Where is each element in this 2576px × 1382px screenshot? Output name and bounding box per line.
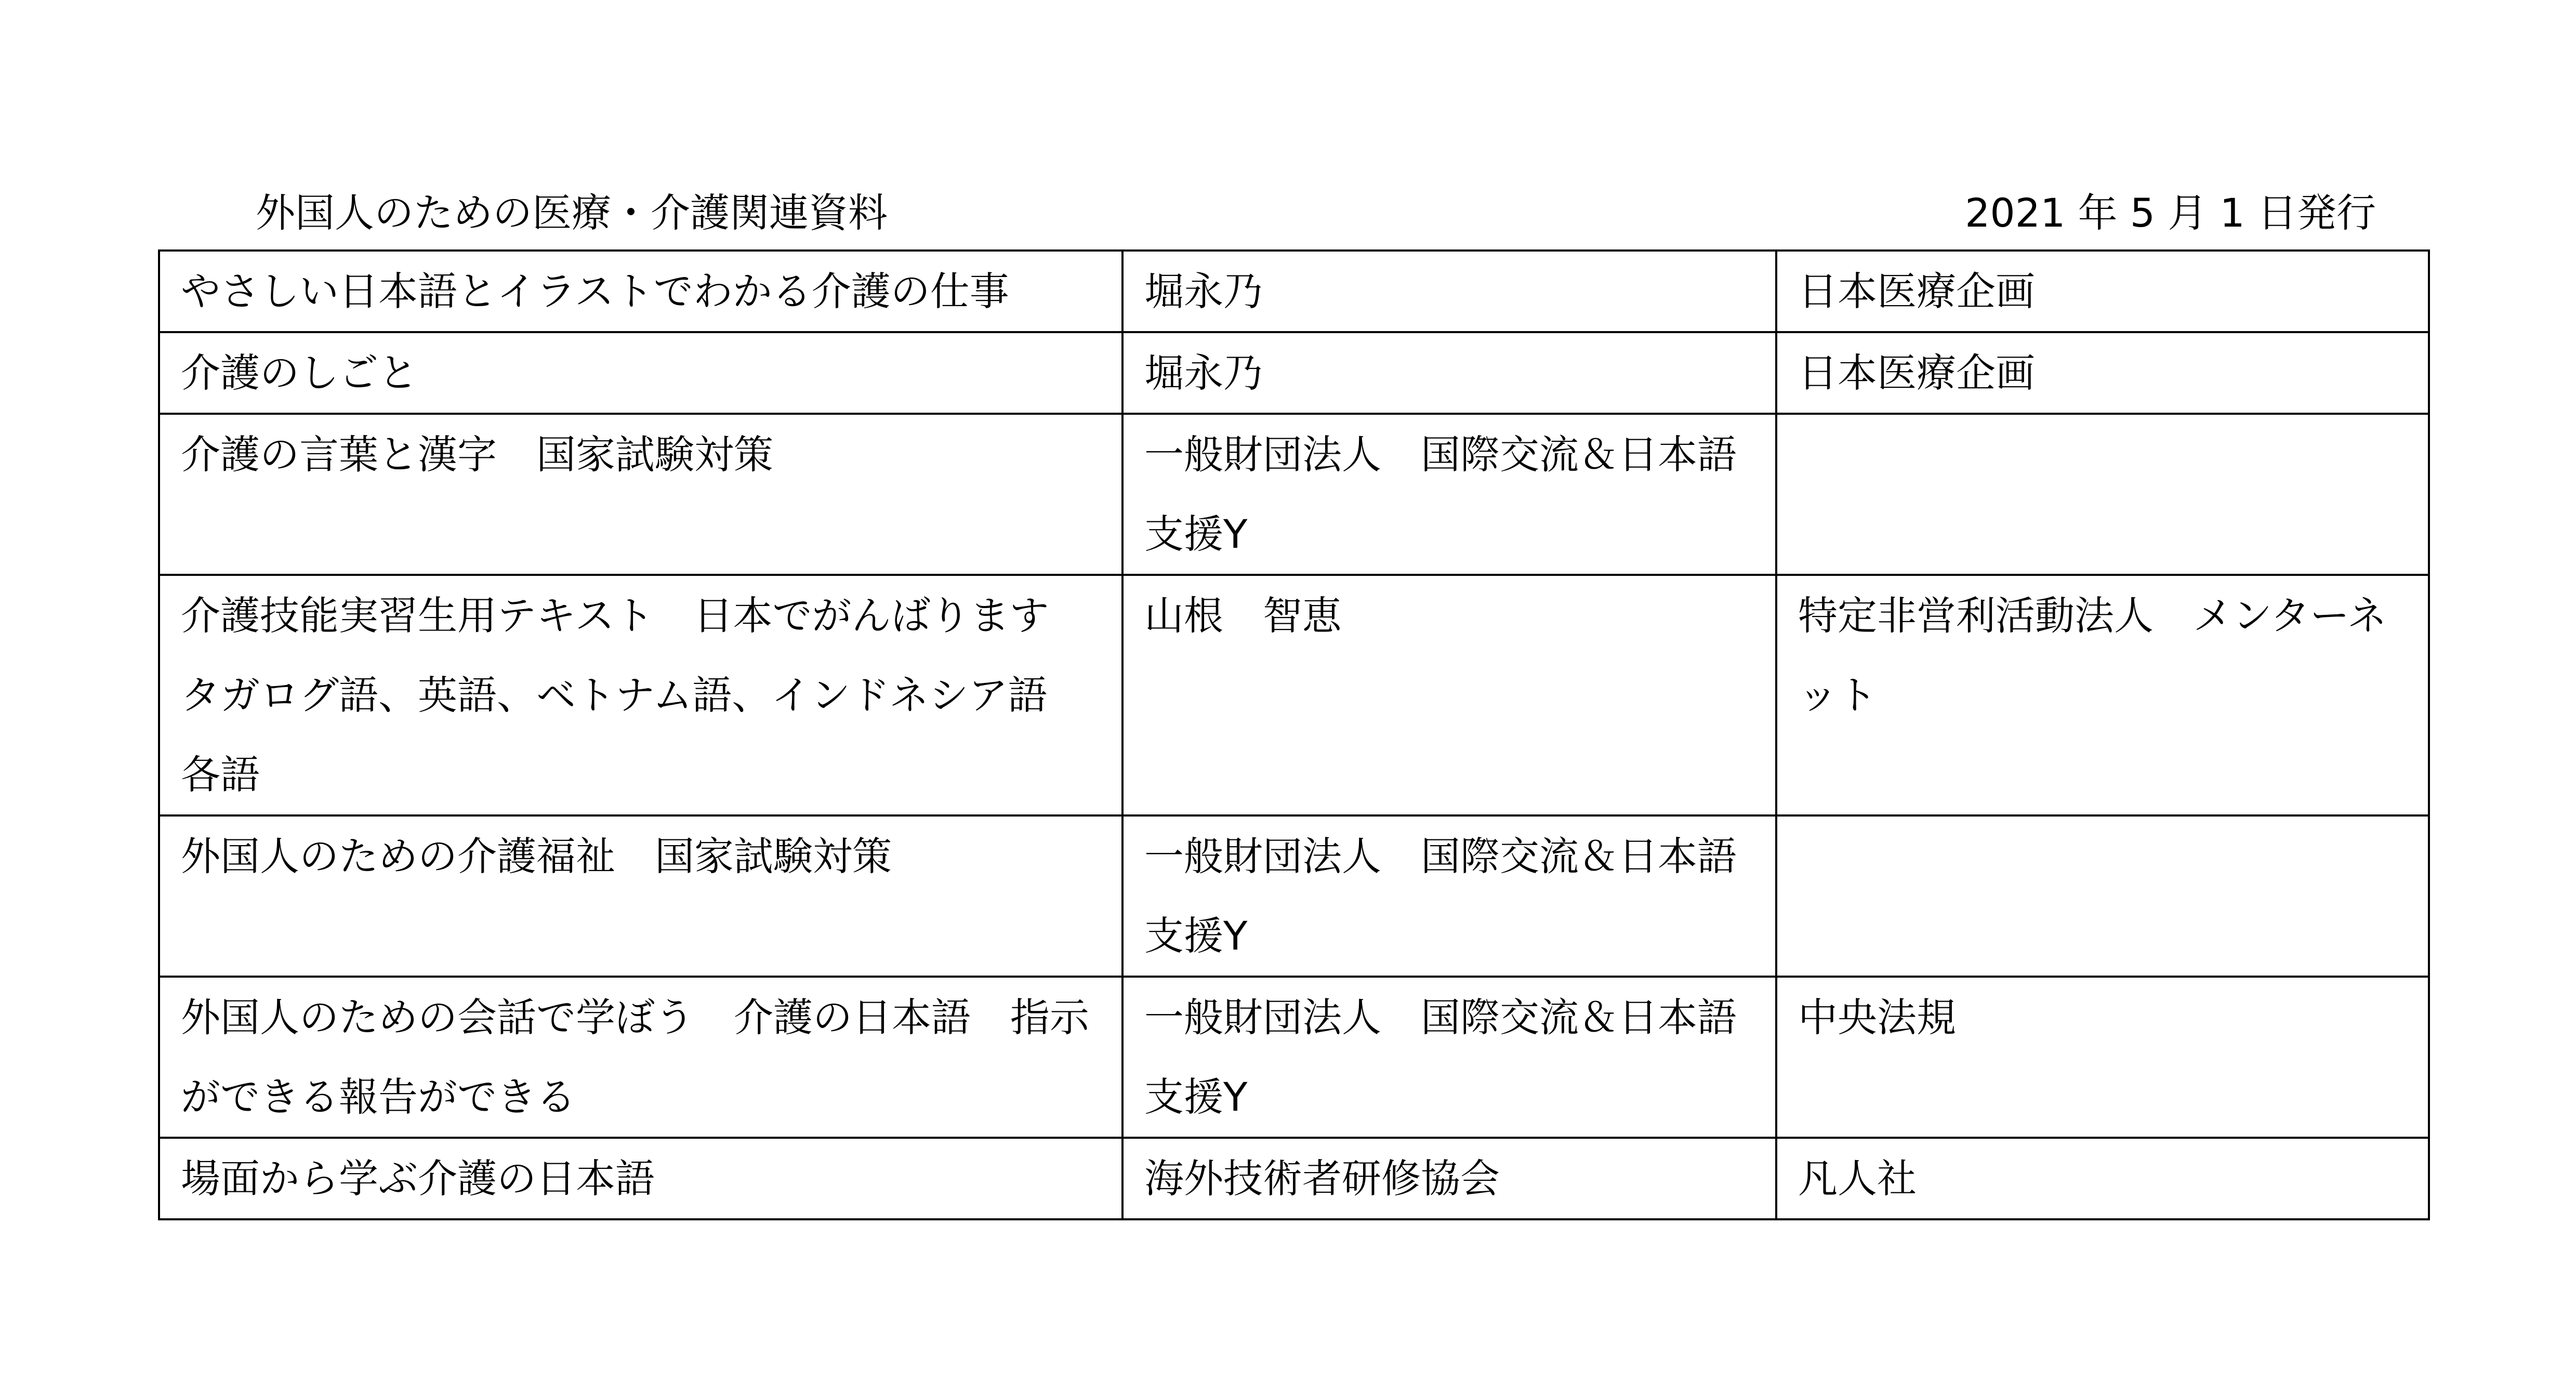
document-title: 外国人のための医療・介護関連資料 [256,190,888,236]
publisher-cell: 特定非営利活動法人 メンターネット [1776,575,2429,815]
book-title-cell: 外国人のための会話で学ぼう 介護の日本語 指示ができる報告ができる [159,977,1122,1138]
document-header [256,185,2376,242]
book-title-cell: 介護の言葉と漢字 国家試験対策 [159,414,1122,575]
table-row [159,815,2429,977]
publisher-cell [1776,815,2429,977]
author-cell: 堀永乃 [1122,251,1776,332]
book-title-cell: 外国人のための介護福祉 国家試験対策 [159,815,1122,977]
book-title-cell: 場面から学ぶ介護の日本語 [159,1138,1122,1219]
publisher-cell: 中央法規 [1776,977,2429,1138]
author-cell: 堀永乃 [1122,332,1776,414]
book-title-cell: 介護のしごと [159,332,1122,414]
author-cell: 一般財団法人 国際交流＆日本語支援Y [1122,815,1776,977]
table-row [159,332,2429,414]
table-row [159,414,2429,575]
table-row [159,251,2429,332]
publisher-cell: 日本医療企画 [1776,332,2429,414]
table-row [159,977,2429,1138]
publisher-cell: 凡人社 [1776,1138,2429,1219]
book-title-cell: 介護技能実習生用テキスト 日本でがんばります タガログ語、英語、ベトナム語、インドネシア語 各語 [159,575,1122,815]
materials-table [158,249,2430,1220]
table-row [159,575,2429,815]
author-cell: 山根 智恵 [1122,575,1776,815]
author-cell: 一般財団法人 国際交流＆日本語支援Y [1122,414,1776,575]
author-cell: 海外技術者研修協会 [1122,1138,1776,1219]
table-row [159,1138,2429,1219]
publisher-cell: 日本医療企画 [1776,251,2429,332]
book-title-cell: やさしい日本語とイラストでわかる介護の仕事 [159,251,1122,332]
publication-date: 2021 年 5 月 1 日発行 [1965,190,2376,236]
publisher-cell [1776,414,2429,575]
author-cell: 一般財団法人 国際交流＆日本語支援Y [1122,977,1776,1138]
